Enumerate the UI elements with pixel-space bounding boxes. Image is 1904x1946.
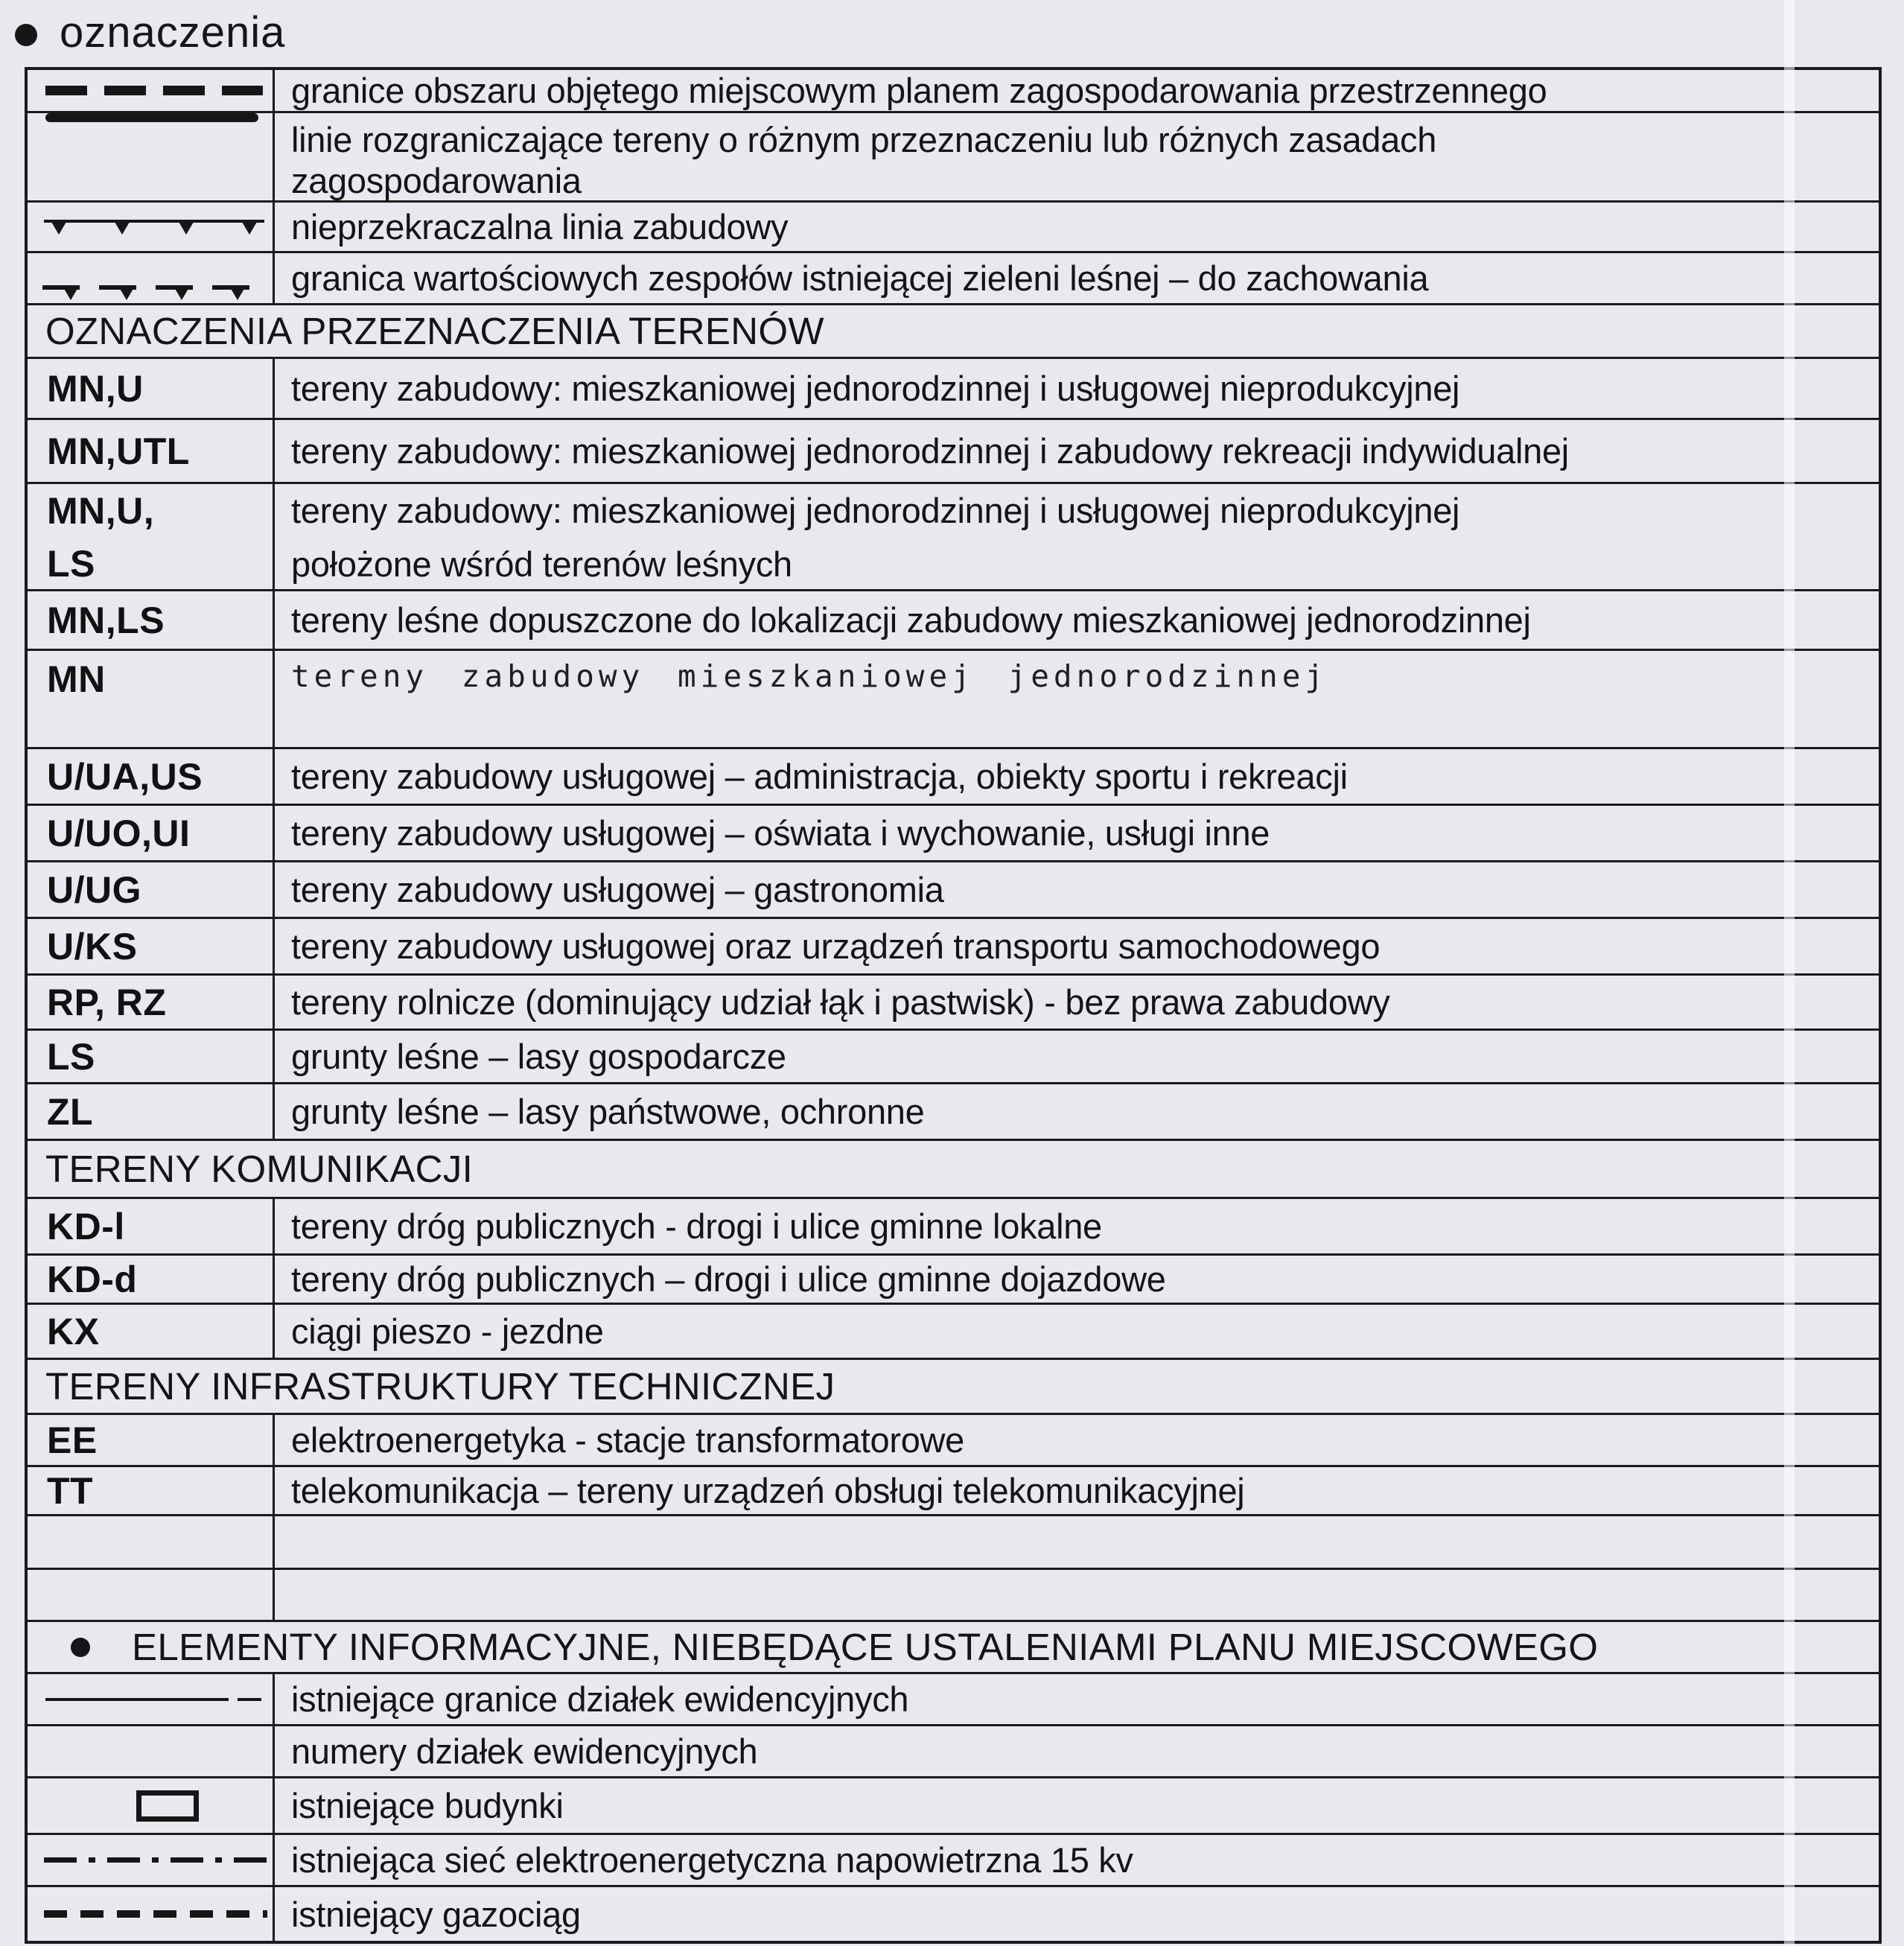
description-text: granica wartościowych zespołów istniejącej zieleni leśnej – do zachowania <box>291 258 1429 298</box>
description-cell <box>275 1199 1879 1253</box>
code-cell <box>28 1084 275 1139</box>
description-text: tereny leśne dopuszczone do lokalizacji zabudowy mieszkaniowej jednorodzinnej <box>291 600 1531 640</box>
legend-row <box>28 420 1879 484</box>
legend-row <box>28 1570 1879 1622</box>
section-row <box>28 305 1879 359</box>
symbol-cell <box>28 1778 275 1833</box>
symbol-cell <box>28 253 275 303</box>
description-cell <box>275 113 1879 200</box>
description-text: tereny zabudowy: mieszkaniowej jednorodzinnej i usługowej nieprodukcyjnej <box>291 491 1460 530</box>
legend-row <box>28 1516 1879 1570</box>
area-code <box>28 1036 95 1078</box>
area-code <box>28 368 144 410</box>
section-label: OZNACZENIA PRZEZNACZENIA TERENÓW <box>45 310 824 352</box>
description-text: linie rozgraniczające tereny o różnym przeznaczeniu lub różnych zasadach <box>291 120 1437 159</box>
description-text: elektroenergetyka - stacje transformatorowe <box>291 1420 965 1460</box>
code-cell <box>28 1305 275 1358</box>
description-text: ciągi pieszo - jezdne <box>291 1311 604 1351</box>
description-text: tereny zabudowy: mieszkaniowej jednorodzinnej i usługowej nieprodukcyjnej <box>291 369 1460 408</box>
description-text: numery działek ewidencyjnych <box>291 1732 758 1771</box>
code-cell <box>28 976 275 1028</box>
description-text: istniejąca sieć elektroenergetyczna napowietrzna 15 kv <box>291 1840 1133 1880</box>
description-text: granice obszaru objętego miejscowym planem zagospodarowania przestrzennego <box>291 71 1547 110</box>
triangle-row <box>42 287 266 300</box>
symbol-cell <box>28 1726 275 1776</box>
section-label: TERENY INFRASTRUKTURY TECHNICZNEJ <box>45 1365 835 1408</box>
section-label: ELEMENTY INFORMACYJNE, NIEBĘDĄCE USTALENIAMI PLANU MIEJSCOWEGO <box>132 1626 1599 1668</box>
building-limit-line-symbol <box>44 220 264 235</box>
description-text: tereny rolnicze (dominujący udział łąk i pastwisk) - bez prawa zabudowy <box>291 982 1390 1022</box>
description-cell <box>275 484 1879 589</box>
area-code <box>28 1206 125 1247</box>
bullet-icon <box>71 1638 90 1657</box>
area-code <box>28 658 106 700</box>
code-cell <box>28 484 275 589</box>
code-cell <box>28 749 275 804</box>
description-cell <box>275 651 1879 747</box>
symbol-cell <box>28 1516 275 1568</box>
area-code <box>28 1091 93 1133</box>
area-code <box>28 756 203 798</box>
legend-row <box>28 1778 1879 1835</box>
description-text: tereny zabudowy usługowej oraz urządzeń transportu samochodowego <box>291 926 1381 966</box>
area-code <box>28 869 141 911</box>
description-cell <box>275 70 1879 111</box>
legend-row <box>28 113 1879 203</box>
area-code <box>28 1419 98 1461</box>
parcel-boundary-symbol <box>45 1698 261 1701</box>
code-line: RP, RZ <box>47 981 167 1023</box>
legend-row <box>28 484 1879 591</box>
legend-row <box>28 976 1879 1031</box>
description-cell <box>275 749 1879 804</box>
description-cell <box>275 1467 1879 1514</box>
code-line: KX <box>47 1310 100 1352</box>
description-text: tereny zabudowy: mieszkaniowej jednorodzinnej i zabudowy rekreacji indywidualnej <box>291 431 1569 471</box>
legend-row <box>28 919 1879 976</box>
section-header-cell <box>28 1141 1879 1197</box>
area-code <box>28 484 154 589</box>
description-cell <box>275 976 1879 1028</box>
description-text-line2: położone wśród terenów leśnych <box>291 544 792 584</box>
description-text: tereny zabudowy usługowej – gastronomia <box>291 870 944 909</box>
code-cell <box>28 1199 275 1253</box>
code-line: MN,UTL <box>47 430 190 472</box>
description-cell <box>275 1835 1879 1885</box>
legend-row <box>28 651 1879 749</box>
dividing-line-symbol <box>45 113 258 122</box>
code-cell <box>28 806 275 860</box>
legend-row <box>28 1031 1879 1084</box>
code-cell <box>28 1256 275 1303</box>
description-text: istniejące budynki <box>291 1786 564 1825</box>
section-header-cell <box>28 1622 1879 1672</box>
symbol-cell <box>28 203 275 251</box>
legend-row <box>28 1305 1879 1360</box>
code-line: U/KS <box>47 925 138 967</box>
description-text: istniejące granice działek ewidencyjnych <box>291 1679 909 1719</box>
description-cell <box>275 1415 1879 1465</box>
description-cell <box>275 359 1879 418</box>
description-cell <box>275 420 1879 482</box>
code-line: MN <box>47 658 106 700</box>
description-text: grunty leśne – lasy gospodarcze <box>291 1037 786 1076</box>
symbol-cell <box>28 1835 275 1885</box>
code-cell <box>28 651 275 747</box>
code-line: LS <box>47 1035 95 1078</box>
legend-row <box>28 1084 1879 1141</box>
legend-row <box>28 749 1879 806</box>
section-row <box>28 1622 1879 1674</box>
legend-row <box>28 70 1879 113</box>
area-code <box>28 1259 137 1300</box>
code-cell <box>28 862 275 917</box>
code-cell <box>28 1467 275 1514</box>
area-code <box>28 600 165 641</box>
code-line: U/UA,US <box>47 755 203 798</box>
description-cell <box>275 919 1879 973</box>
triangle-tick-icon <box>242 222 257 235</box>
section-row <box>28 1360 1879 1415</box>
description-cell <box>275 1887 1879 1941</box>
legend-row <box>28 806 1879 862</box>
triangle-tick-icon <box>51 222 66 235</box>
code-line: MN,U <box>47 367 144 410</box>
code-line: EE <box>47 1419 98 1461</box>
symbol-cell <box>28 113 275 200</box>
area-code <box>28 1311 99 1352</box>
code-line: MN,U, <box>47 490 155 532</box>
legend-row <box>28 591 1879 651</box>
description-text: tereny zabudowy usługowej – oświata i wychowanie, usługi inne <box>291 813 1270 853</box>
code-line: TT <box>47 1469 94 1512</box>
power-line-15kv-symbol <box>44 1857 272 1863</box>
symbol-cell <box>28 70 275 111</box>
description-cell <box>275 1778 1879 1833</box>
code-line: U/UO,UI <box>47 812 191 854</box>
triangle-tick-icon <box>63 287 78 300</box>
description-cell <box>275 1031 1879 1082</box>
description-text-line2: zagospodarowania <box>291 161 582 200</box>
area-code <box>28 1470 93 1512</box>
area-code <box>28 813 190 854</box>
legend-row <box>28 1726 1879 1778</box>
code-line: MN,LS <box>47 599 165 641</box>
description-cell <box>275 1084 1879 1139</box>
page-title-text: oznaczenia <box>60 8 286 57</box>
description-cell <box>275 806 1879 860</box>
description-text: istniejący gazociąg <box>291 1894 581 1934</box>
code-cell <box>28 1031 275 1082</box>
description-cell <box>275 1570 1879 1620</box>
description-cell <box>275 1674 1879 1724</box>
triangle-tick-icon <box>230 287 245 300</box>
code-cell <box>28 591 275 649</box>
area-code <box>28 982 166 1023</box>
description-text: tereny zabudowy usługowej – administracja, obiekty sportu i rekreacji <box>291 757 1348 796</box>
description-text: grunty leśne – lasy państwowe, ochronne <box>291 1092 925 1131</box>
description-cell <box>275 1305 1879 1358</box>
description-text: tereny zabudowy mieszkaniowej jednorodzinnej <box>291 658 1328 694</box>
legend-row <box>28 1256 1879 1305</box>
triangle-row <box>44 222 264 235</box>
legend-table <box>25 67 1882 1944</box>
section-row <box>28 1141 1879 1199</box>
code-line: KD-d <box>47 1258 138 1300</box>
legend-row <box>28 1835 1879 1887</box>
symbol-cell <box>28 1570 275 1620</box>
code-cell <box>28 420 275 482</box>
legend-row <box>28 1467 1879 1516</box>
legend-row <box>28 1674 1879 1726</box>
legend-row <box>28 1887 1879 1941</box>
bullet-icon <box>15 24 37 46</box>
section-label: TERENY KOMUNIKACJI <box>45 1148 474 1190</box>
description-cell <box>275 1256 1879 1303</box>
symbol-cell <box>28 1674 275 1724</box>
description-cell <box>275 1516 1879 1568</box>
description-cell <box>275 1726 1879 1776</box>
code-cell <box>28 359 275 418</box>
triangle-tick-icon <box>119 287 134 300</box>
legend-row <box>28 253 1879 305</box>
section-header-cell <box>28 305 1879 357</box>
description-cell <box>275 203 1879 251</box>
section-header-cell <box>28 1360 1879 1413</box>
existing-building-symbol <box>136 1790 199 1822</box>
triangle-tick-icon <box>174 287 189 300</box>
legend-row <box>28 203 1879 253</box>
code-line: U/UG <box>47 868 141 911</box>
forest-greenery-boundary-symbol <box>42 285 266 300</box>
description-text: nieprzekraczalna linia zabudowy <box>291 207 789 247</box>
legend-row <box>28 1415 1879 1467</box>
description-cell <box>275 591 1879 649</box>
code-line: KD-l <box>47 1205 125 1247</box>
symbol-cell <box>28 1887 275 1941</box>
code-cell <box>28 1415 275 1465</box>
triangle-tick-icon <box>179 222 194 235</box>
legend-row <box>28 862 1879 919</box>
description-text: telekomunikacja – tereny urządzeń obsługi telekomunikacyjnej <box>291 1471 1245 1510</box>
code-cell <box>28 919 275 973</box>
plan-area-boundary-symbol <box>45 86 263 95</box>
area-code <box>28 430 190 472</box>
description-cell <box>275 862 1879 917</box>
description-text: tereny dróg publicznych - drogi i ulice gminne lokalne <box>291 1206 1102 1246</box>
legend-row <box>28 359 1879 420</box>
code-line: LS <box>47 543 95 585</box>
area-code <box>28 926 137 967</box>
page-title <box>15 7 285 57</box>
legend-row <box>28 1199 1879 1256</box>
description-cell <box>275 253 1879 303</box>
description-text: tereny dróg publicznych – drogi i ulice gminne dojazdowe <box>291 1259 1166 1299</box>
gas-pipeline-symbol <box>44 1910 267 1918</box>
code-line: ZL <box>47 1090 94 1133</box>
triangle-tick-icon <box>115 222 130 235</box>
